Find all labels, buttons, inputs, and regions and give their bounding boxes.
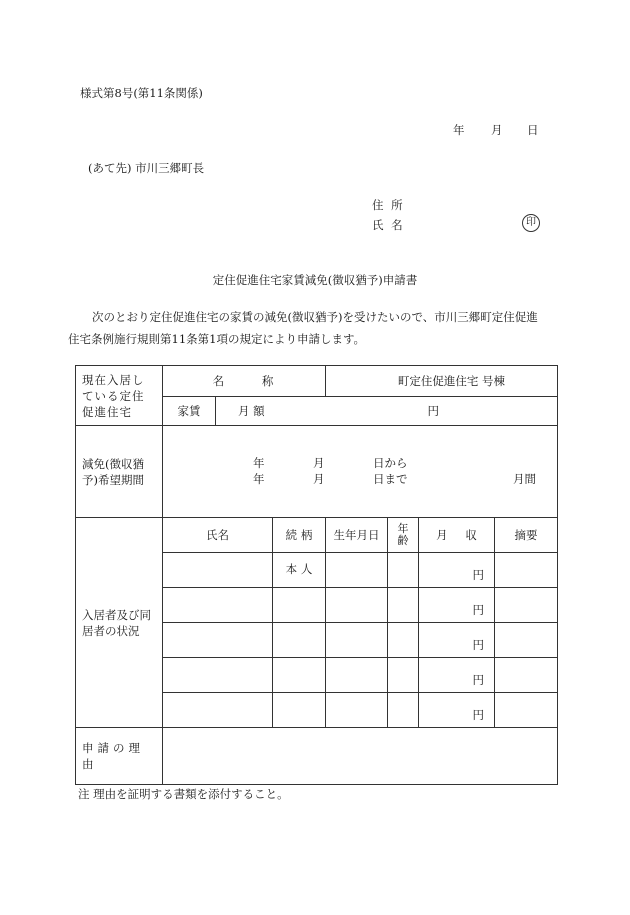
reason-field[interactable] (163, 728, 558, 785)
resident-birthdate-cell[interactable] (326, 553, 388, 588)
date-month-label: 月 (491, 123, 503, 137)
self-label: 本 人 (285, 562, 313, 576)
resident-income-cell[interactable]: 円 (419, 623, 495, 658)
resident-remarks-cell[interactable] (495, 693, 558, 728)
application-table (75, 365, 558, 785)
resident-birthdate-cell[interactable] (326, 588, 388, 623)
rent-yen-label: 円 (427, 404, 440, 418)
col-birthdate-header: 生年月日 (326, 518, 388, 553)
col-income-header: 月 収 (419, 518, 495, 553)
resident-age-cell[interactable] (388, 553, 419, 588)
document-title: 定住促進住宅家賃減免(徴収猶予)申請書 (212, 273, 418, 287)
housing-building-field[interactable]: 町定住促進住宅 号棟 (326, 366, 558, 397)
applicant-name-label: 氏 名 (372, 218, 405, 232)
date-year-label: 年 (453, 123, 465, 137)
resident-remarks-cell[interactable] (495, 588, 558, 623)
monthly-label: 月 額 (238, 404, 265, 418)
resident-income-cell[interactable]: 円 (419, 693, 495, 728)
address-label: 住 所 (372, 198, 405, 212)
resident-relation-cell[interactable] (273, 623, 326, 658)
reason-label: 申請の理由 (76, 728, 163, 785)
resident-name-cell[interactable] (163, 553, 273, 588)
resident-name-cell[interactable] (163, 658, 273, 693)
period-row (76, 426, 558, 518)
resident-birthdate-cell[interactable] (326, 658, 388, 693)
period-from-day: 日から (373, 455, 408, 470)
reason-row (76, 728, 558, 785)
resident-name-cell[interactable] (163, 693, 273, 728)
col-age-text: 年齢 (397, 522, 409, 547)
resident-age-cell[interactable] (388, 623, 419, 658)
period-to-year: 年 (253, 471, 265, 486)
resident-relation-cell[interactable] (273, 553, 326, 588)
resident-relation-cell[interactable] (273, 693, 326, 728)
body-line-1: 次のとおり定住促進住宅の家賃の減免(徴収猶予)を受けたいので、市川三郷町定住促進 (92, 310, 538, 324)
period-field[interactable] (163, 426, 558, 518)
resident-birthdate-cell[interactable] (326, 693, 388, 728)
housing-name-header: 名 称 (163, 366, 326, 397)
col-remarks-header: 摘要 (495, 518, 558, 553)
residents-header-row (76, 518, 558, 553)
footnote: 注 理由を証明する書類を添付すること。 (78, 787, 289, 801)
resident-remarks-cell[interactable] (495, 658, 558, 693)
resident-age-cell[interactable] (388, 588, 419, 623)
resident-income-cell[interactable]: 円 (419, 658, 495, 693)
body-text (68, 306, 560, 350)
date-day-label: 日 (527, 123, 539, 137)
period-to-month: 月 (313, 471, 325, 486)
resident-relation-cell[interactable] (273, 588, 326, 623)
period-from-month: 月 (313, 455, 325, 470)
resident-income-cell[interactable]: 円 (419, 553, 495, 588)
resident-name-cell[interactable] (163, 588, 273, 623)
resident-relation-cell[interactable] (273, 658, 326, 693)
body-line-2: 住宅条例施行規則第11条第1項の規定により申請します。 (68, 332, 366, 346)
resident-age-cell[interactable] (388, 658, 419, 693)
residents-label: 入居者及び同居者の状況 (76, 518, 163, 728)
period-to-day: 日まで (373, 471, 408, 486)
resident-name-cell[interactable] (163, 623, 273, 658)
period-months-label: 月間 (513, 471, 536, 486)
resident-remarks-cell[interactable] (495, 553, 558, 588)
addressee: (あて先) 市川三郷町長 (88, 161, 205, 175)
rent-field[interactable] (163, 397, 558, 426)
housing-label: 現在入居している定住促進住宅 (76, 366, 163, 426)
period-label: 減免(徴収猶予)希望期間 (76, 426, 163, 518)
housing-row (76, 366, 558, 397)
resident-income-cell[interactable]: 円 (419, 588, 495, 623)
col-name-header: 氏名 (163, 518, 273, 553)
col-age-header (388, 518, 419, 553)
rent-label: 家賃 (163, 397, 216, 425)
resident-age-cell[interactable] (388, 693, 419, 728)
seal-icon: 印 (522, 214, 540, 232)
resident-birthdate-cell[interactable] (326, 623, 388, 658)
form-number: 様式第8号(第11条関係) (80, 86, 203, 100)
resident-remarks-cell[interactable] (495, 623, 558, 658)
col-relation-header: 続 柄 (273, 518, 326, 553)
period-from-year: 年 (253, 455, 265, 470)
